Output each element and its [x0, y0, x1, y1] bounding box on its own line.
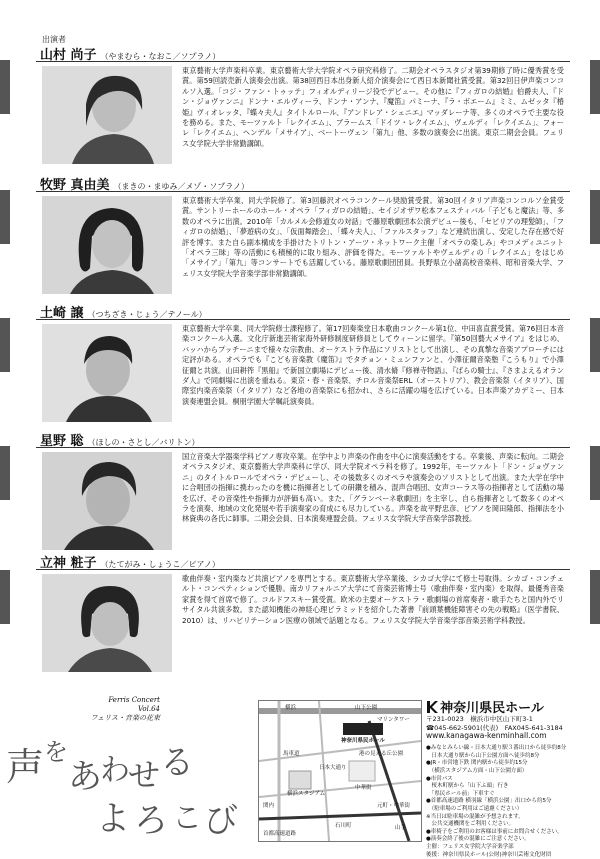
calligraphy-char-8: ろ [134, 801, 168, 840]
performer-bio: 東京藝術大学声楽科卒業。東京藝術大学大学院オペラ研究科修了。二期会オペラスタジオ第39期修了時に優秀賞を受賞。第59回読売新人演奏会出演。第38回西日本出身新人紹介演奏会にて西日本新聞社賞受賞。第32回日伊声楽コンコルソ入選。「コジ・ファン・トゥッテ」フィオルディリージ役でデビュー。その他に『フィガロの結婚』伯爵夫人、『ドン・ジョヴァンニ』ドンナ・エルヴィーラ、ドンナ・アンナ、『魔笛』パミーナ、『ラ・ボエーム』ミミ、ムゼッタ『椿姫』ヴィオレッタ、『蝶々夫人』タイトルロール、『アンドレア・シェニエ』マッダレーナ等、多くのオペラで主要な役を務める。また、モーツァルト「レクイエム」、ブラームス「ドイツ・レクイエム」、ヴェルディ「レクイエム」、フォーレ「レクイエム」、ヘンデル「メサイア」、ベートーヴェン「第九」他、多数の演奏会に出演。東京二期会会員。フェリス女学院大学非常勤講師。 [182, 66, 564, 149]
calligraphy-char-1: 声 [6, 745, 44, 789]
access-line: ●みなとみらい線・日本大通り駅３番出口から徒歩約8分 [426, 745, 596, 753]
map-label: 馬車道 [283, 749, 300, 757]
performer-heading [40, 430, 200, 446]
side-tab [590, 570, 600, 624]
side-tab [0, 446, 10, 500]
calligraphy-title [6, 710, 256, 840]
access-line: 公共交通機関をご利用ください。 [426, 821, 596, 829]
performer-photo [42, 196, 172, 294]
performer-reading: （ほしの・さとし／バリトン） [88, 438, 200, 447]
map-label: 元町・中華街 [377, 801, 410, 809]
map-label: マリンタワー [377, 715, 410, 723]
performer-photo [42, 452, 172, 550]
performer-bio: 東京藝術大学卒業、同大学院修了。第3回藤沢オペラコンクール奨励賞受賞。第30回イタリア声楽コンコルソ金賞受賞。サントリーホールのホール・オペラ「フィガロの結婚」、セイジオザワ松本フェスティバル「子どもと魔法」等、多数のオペラに出演。2010年「カルメル会修道女の対話」で藤原歌劇団本公演デビュー後も、「セビリアの理髪師」、「フィガロの結婚」、「夢遊病の女」、「仮面舞踏会」、「蝶々夫人」、「ファルスタッフ」など連続出演し、安定した存在感で好評を博す。また自ら副本構成を手掛けたトリトン・アーツ・ネットワーク主催「オペラの楽しみ」やコメディユニット「オペラ三昧」等の活動にも積極的に取り組み、評価を得た。モーツァルトやヴェルディの「レクイエム」をはじめ「メサイア」「第九」等コンサートでも活躍している。藤原歌劇団団員。長野県立小諸高校音楽科、昭和音楽大学、フェリス女学院大学音楽学部非常勤講師。 [182, 196, 564, 279]
access-line: （横浜スタジアム方面・山下公園方面） [426, 768, 596, 776]
divider [36, 319, 570, 320]
divider [36, 569, 570, 570]
map-label: 中華街 [355, 783, 372, 791]
divider [36, 61, 570, 62]
venue-url[interactable]: www.kanagawa-kenminhall.com [426, 732, 596, 741]
map-label: 横浜 [285, 703, 296, 711]
access-line: ●首都高速道路 横羽線「横浜公園」出口から約5分 [426, 798, 596, 806]
series-subtitle: フェリス・音楽の花束 [90, 714, 160, 723]
access-line: （駐車場のご利用はご遠慮ください） [426, 806, 596, 814]
venue-address: 〒231-0023 横浜市中区山下町3-1 [426, 715, 596, 724]
performer-name: 土崎 譲 [40, 306, 84, 321]
performer-reading: （やまむら・なおこ／ソプラノ） [101, 52, 221, 61]
calligraphy-char-9: こ [172, 801, 202, 836]
access-line: ●車椅子をご利用のお客様は事前にお問合せください。 [426, 829, 596, 837]
calligraphy-char-3: あ [68, 757, 102, 797]
map-label: 関内 [263, 801, 274, 809]
calligraphy-char-2: を [44, 738, 68, 766]
access-line: 桜木町駅から「山下ふ頭」行き [426, 783, 596, 791]
map-label: 日本大通り [319, 763, 347, 771]
map-label: 山下公園 [355, 703, 377, 711]
map-label: 港の見える丘公園 [359, 749, 403, 757]
performer-reading: （たてがみ・しょうこ／ピアノ） [101, 560, 220, 569]
map-label-venue: 神奈川県民ホール [341, 736, 385, 744]
performer-bio: 歌曲伴奏・室内楽など共演ピアノを専門とする。東京藝術大学卒業後、シカゴ大学にて修士号取得。シカゴ・コンチェルト・コンペティションで優勝。南カリフォルニア大学にて音楽芸術博士号（歌曲伴奏・室内楽）を取得。最優秀音楽家賞を得て首席で修了。コルドフスキー賞受賞。欧米の主要オーケストラ・歌劇場の首席奏者・歌手たちと国内外でリサイタル共演多数。また認知機能の神経心理ピラミッドを紹介した著書『前頭葉機能障害その先の戦略』（医学書院、2010）は、リハビリテーション医療の領域で話題となる。フェリス女学院大学音楽学部音楽芸術学科教授。 [182, 574, 564, 626]
performer-name: 星野 聡 [40, 434, 84, 449]
side-tab [590, 318, 600, 372]
map-label: 山手 [395, 823, 406, 831]
performer-block [36, 430, 570, 548]
performer-name: 牧野 真由美 [40, 178, 110, 193]
side-tab [590, 190, 600, 244]
access-line: 「県民ホール前」下車すぐ [426, 791, 596, 799]
side-tab [0, 318, 10, 372]
performer-heading [40, 174, 249, 190]
performer-photo [42, 574, 172, 672]
access-info [426, 745, 596, 859]
calligraphy-char-10: び [204, 801, 238, 840]
venue-info [426, 700, 596, 859]
side-tab [0, 60, 10, 114]
access-line: ●JR・市営地下鉄 関内駅から徒歩約15分 [426, 760, 596, 768]
kanagawa-logo-icon [426, 700, 438, 714]
side-tab [0, 570, 10, 624]
side-tab [0, 190, 10, 244]
access-line: 主催：フェリス女学院大学音楽学部 [426, 844, 596, 852]
calligraphy-char-7: よ [96, 799, 130, 839]
performer-bio: 国立音楽大学器楽学科ピアノ専攻卒業。在学中より声楽の作曲を中心に演奏活動をする。卒業後、声楽に転向。二期会オペラスタジオ、東京藝術大学声楽科に学び、同大学院オペラ科を修了。1992年、モーツァルト「ドン・ジョヴァンニ」のタイトルロールでオペラ・デビューし、その後数多くのオペラや演奏会のソリストとして出演。また大学在学中に合唱団の指揮に携わったのを機に指揮者としての研鑽を積み、混声合唱団、女声コーラス等の指揮者として活動の場を広げ、その音楽性や指揮力が評価も高い。また、「グランベーネ歌劇団」を主宰し、自ら指揮者として数多くのオペラを演奏、地域の文化発展や若手演奏家の育成にも尽力している。声楽を故平野忠彦、ピアノを岡田隆郎、指揮法を小林資典の各氏に師事。二期会会員、日本演奏連盟会員。フェリス女学院大学音楽学部教授。 [182, 452, 564, 525]
map-label: 首都高速道路 [263, 829, 296, 837]
map-label: 横浜スタジアム [287, 789, 325, 797]
performer-block [36, 44, 570, 172]
performer-block [36, 552, 570, 674]
performer-bio: 東京藝術大学卒業、同大学院修士課程修了。第17回奏楽堂日本歌曲コンクール第1位、中田喜直賞受賞。第76回日本音楽コンクール入選。文化庁新進芸術家海外研修制度研修員としてウィーンに留学。『第50回藝大メサイア』をはじめ、バッハからプッチーニまで様々な宗教曲、オーケストラ作品にソリストとして出演し、その真摯な音楽アプローチには定評がある。オペラでも『こども音楽教《魔笛》』でタチョン・ミュンファンと、小澤征爾音楽塾『こうもり』で小澤征爾と共演。山田耕筰『黒船』で新国立劇場にデビュー後、清水脩『修禅寺物語』、『ばらの騎士』、『さまよえるオランダ人』で同劇場に出演を重ねる。東京・春・音楽祭、チロル音楽祭ERL（オーストリア）、教会音楽祭（イタリア）、国際室内楽音楽祭（イタリア）など各地の音楽祭にも招かれ、さらに活躍の場を広げている。日本声楽アカデミー、日本演奏連盟会員。桐朋学園大学嘱託演奏員。 [182, 324, 564, 407]
performer-reading: （つちざき・じょう／テノール） [88, 310, 207, 319]
side-tab [590, 446, 600, 500]
side-tab [590, 60, 600, 114]
venue-map [258, 700, 422, 842]
performer-photo [42, 66, 172, 164]
performer-heading [40, 44, 220, 60]
access-line: ●市営バス [426, 776, 596, 784]
access-line: ●演奏会終了後の混雑にご注意ください。 [426, 836, 596, 844]
divider [36, 191, 570, 192]
performer-heading [40, 552, 220, 568]
performer-name: 立神 粧子 [40, 556, 97, 571]
access-line: 日本大通り駅から山下公園方面へ徒歩約8分 [426, 753, 596, 761]
venue-phone: ☎045-662-5901(代表) FAX045-641-3184 [426, 724, 596, 733]
performers-header: 出演者 [42, 34, 66, 45]
series-title: Ferris Concert Vol.64 [90, 696, 160, 714]
performer-heading [40, 302, 207, 318]
access-line: ※当日は駐車場の混雑が予想されます。 [426, 814, 596, 822]
calligraphy-char-6: る [160, 743, 194, 783]
map-label: 石川町 [335, 821, 352, 829]
performer-block [36, 302, 570, 424]
calligraphy-char-4: わ [100, 753, 130, 788]
venue-name: 神奈川県民ホール [440, 701, 544, 716]
performer-name: 山村 尚子 [40, 48, 97, 63]
divider [36, 447, 570, 448]
access-line: 後援：神奈川県民ホール(公財)神奈川芸術文化財団 [426, 852, 596, 859]
performer-block [36, 174, 570, 298]
performer-photo [42, 324, 172, 422]
performer-reading: （まきの・まゆみ／メゾ・ソプラノ） [114, 182, 250, 191]
calligraphy-char-5: せ [128, 756, 160, 794]
